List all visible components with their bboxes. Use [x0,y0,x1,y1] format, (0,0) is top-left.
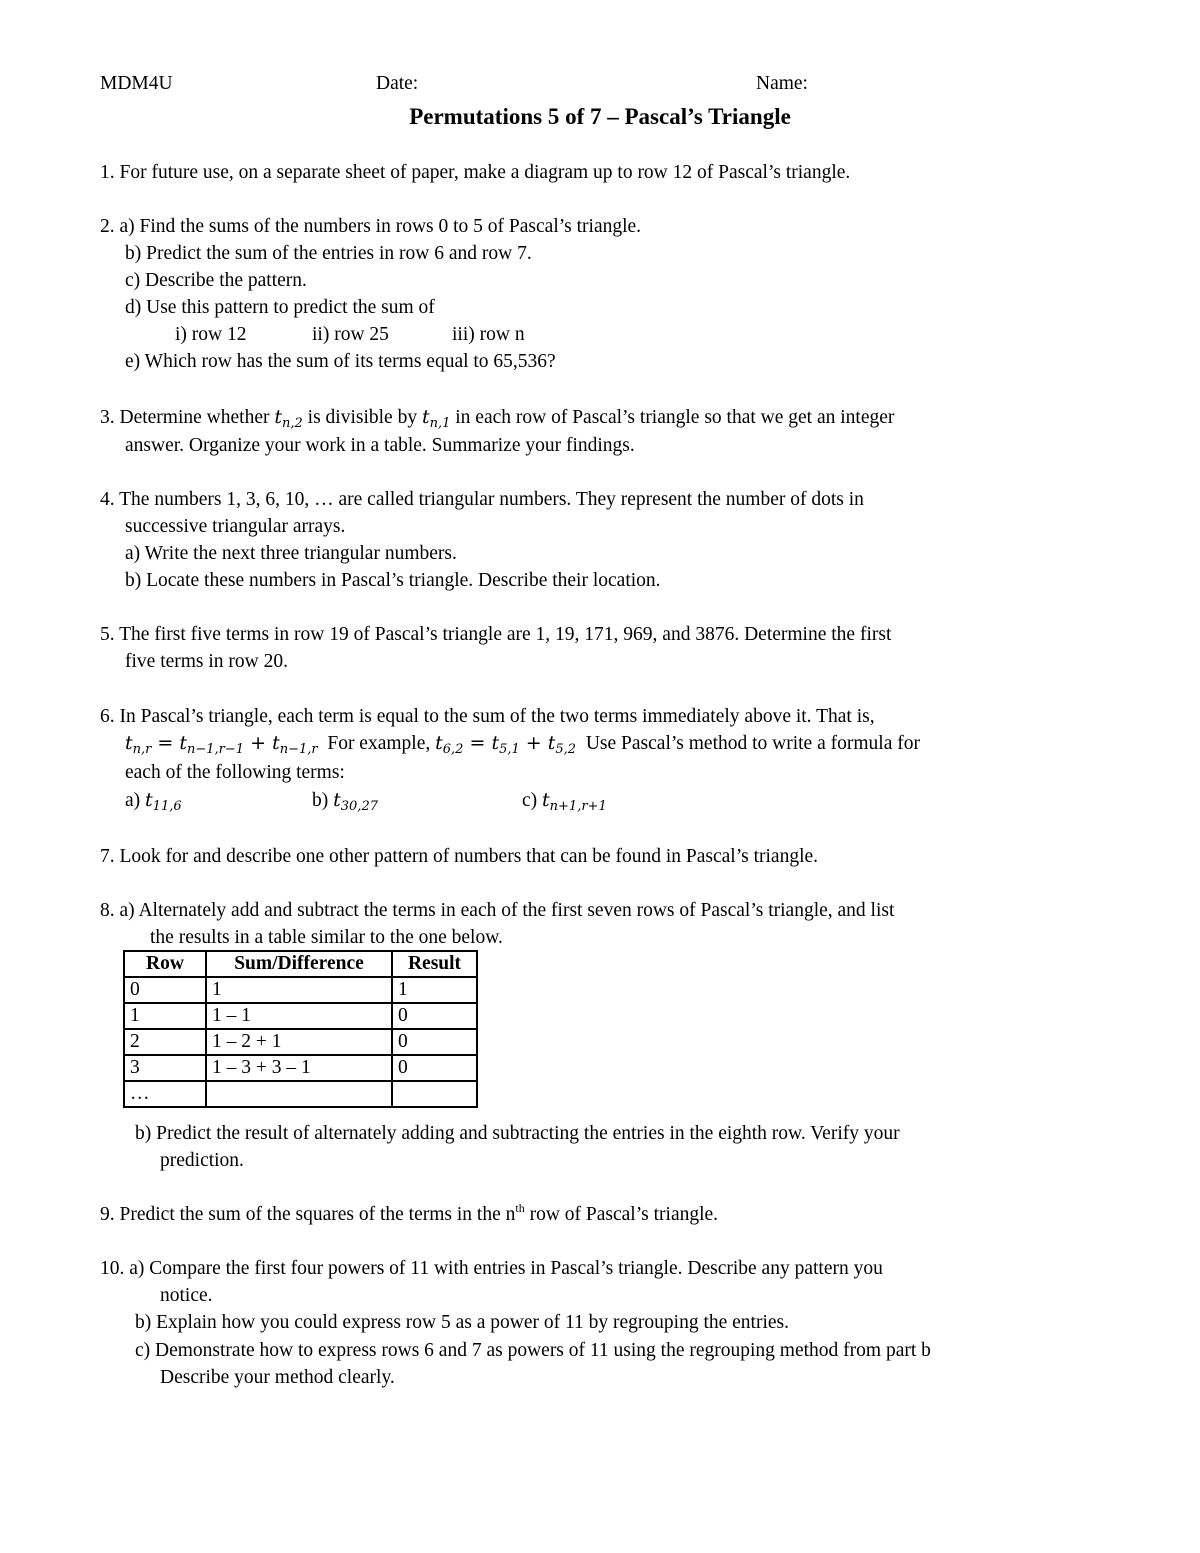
term-subscript: n−1,r [279,742,318,757]
question-6c [522,787,607,814]
table-row [124,977,477,1003]
table-row [124,1003,477,1029]
term-symbol: t [421,406,430,428]
question-4-line1: 4. The numbers 1, 3, 6, 10, … are called triangular numbers. They represent the number of dots in [100,489,864,510]
term-subscript: n,r [132,742,152,757]
question-6-line3: each of the following terms: [125,762,345,783]
question-6-line2-end: Use Pascal’s method to write a formula for [585,733,920,754]
page-title: Permutations 5 of 7 – Pascal’s Triangle [409,104,791,129]
recurrence-formula [125,732,318,757]
table-row [124,1081,477,1107]
table-cell: … [124,1081,206,1107]
term-symbol: t [145,789,153,811]
term-symbol: t [333,789,341,811]
question-3-text-c: in each row of Pascal’s triangle so that we get an integer [455,407,895,428]
plus-sign: + [244,732,273,754]
question-9-text-a: 9. Predict the sum of the squares of the terms in the n [100,1204,516,1225]
term-subscript: 6,2 [442,742,464,757]
question-5-line1: 5. The first five terms in row 19 of Pascal’s triangle are 1, 19, 171, 969, and 3876. Determine the first [100,624,892,645]
question-10c-line2: Describe your method clearly. [160,1367,395,1388]
question-3-line2: answer. Organize your work in a table. Summarize your findings. [125,435,635,456]
table-cell: 2 [124,1029,206,1055]
table-cell: 1 [392,977,477,1003]
table-cell: 0 [124,977,206,1003]
table-row [124,1055,477,1081]
question-4-line2: successive triangular arrays. [125,516,346,537]
header-row [100,70,1100,98]
question-2e: e) Which row has the sum of its terms equal to 65,536? [125,351,556,372]
equals-sign: = [151,732,180,754]
question-8a-line2: the results in a table similar to the one below. [150,927,503,948]
term-subscript: 5,2 [555,742,577,757]
table-cell: 1 [206,977,392,1003]
superscript-th: th [515,1201,525,1215]
name-label: Name: [756,73,808,94]
question-3-line1 [100,404,894,431]
question-2d-iii: iii) row n [452,324,525,345]
question-2d-i: i) row 12 [175,324,247,345]
question-6a [125,787,182,814]
table-header-cell: Sum/Difference [206,951,392,977]
table-cell: 3 [124,1055,206,1081]
part-label: b) [312,790,329,811]
question-7: 7. Look for and describe one other pattern of numbers that can be found in Pascal’s triangle. [100,846,819,867]
table-cell: 1 [124,1003,206,1029]
term-t-30-27 [333,789,378,814]
date-label: Date: [376,73,419,94]
question-6-formula-line [125,730,920,757]
term-subscript: n+1,r+1 [549,799,607,814]
term-symbol: t [542,789,550,811]
term-symbol: t [435,732,443,754]
question-8b-line1: b) Predict the result of alternately adding and subtracting the entries in the eighth row. Verify your [135,1123,900,1144]
table-cell: 1 – 2 + 1 [206,1029,392,1055]
part-label: c) [522,790,538,811]
term-subscript: 11,6 [152,799,182,814]
question-6-line1: 6. In Pascal’s triangle, each term is equal to the sum of the two terms immediately above it. That is, [100,706,875,727]
table-cell: 0 [392,1029,477,1055]
question-8b-line2: prediction. [160,1150,244,1171]
question-10b: b) Explain how you could express row 5 as a power of 11 by regrouping the entries. [135,1312,789,1333]
table-header-cell: Result [392,951,477,977]
question-10c-line1: c) Demonstrate how to express rows 6 and 7 as powers of 11 using the regrouping method from part b [135,1340,931,1361]
term-symbol: t [274,406,282,428]
table-cell [392,1081,477,1107]
question-6b [312,787,378,814]
table-cell [206,1081,392,1107]
term-symbol: t [491,732,500,754]
table-cell: 1 – 1 [206,1003,392,1029]
term-symbol: t [179,732,188,754]
question-3-text-a: 3. Determine whether [100,407,270,428]
table-row [124,1029,477,1055]
question-9-text-b: row of Pascal’s triangle. [524,1204,719,1225]
term-subscript: 30,27 [340,799,378,814]
question-2a: 2. a) Find the sums of the numbers in rows 0 to 5 of Pascal’s triangle. [100,216,642,237]
alternating-sum-table [123,950,478,1108]
term-symbol: t [547,732,556,754]
table-cell: 1 – 3 + 3 – 1 [206,1055,392,1081]
question-8a-line1: 8. a) Alternately add and subtract the terms in each of the first seven rows of Pascal’s triangle, and list [100,900,895,921]
term-subscript: 5,1 [499,742,520,757]
question-2b: b) Predict the sum of the entries in row 6 and row 7. [125,243,532,264]
term-t-n1-r1 [542,789,607,814]
table-header-row [124,951,477,977]
term-t-n1 [421,406,451,431]
term-subscript: n,1 [429,416,451,431]
question-1: 1. For future use, on a separate sheet of paper, make a diagram up to row 12 of Pascal’s triangle. [100,162,851,183]
question-4a: a) Write the next three triangular numbers. [125,543,457,564]
question-10a-line1: 10. a) Compare the first four powers of 11 with entries in Pascal’s triangle. Describe any pattern you [100,1258,883,1279]
question-4b: b) Locate these numbers in Pascal’s triangle. Describe their location. [125,570,661,591]
question-3-text-b: is divisible by [307,407,418,428]
question-2d-ii: ii) row 25 [312,324,389,345]
term-t-n2 [274,406,303,431]
term-subscript: n,2 [282,416,303,431]
table-header-cell: Row [124,951,206,977]
part-label: a) [125,790,141,811]
course-code: MDM4U [100,73,173,94]
term-symbol: t [125,732,133,754]
question-2d: d) Use this pattern to predict the sum of [125,297,435,318]
table-cell: 0 [392,1003,477,1029]
question-9 [100,1201,718,1228]
question-5-line2: five terms in row 20. [125,651,289,672]
term-t-11-6 [145,789,182,814]
question-2c: c) Describe the pattern. [125,270,307,291]
example-formula [435,732,577,757]
equals-sign: = [463,732,492,754]
table-cell: 0 [392,1055,477,1081]
example-label: For example, [327,733,431,754]
question-10a-line2: notice. [160,1285,213,1306]
term-subscript: n−1,r−1 [187,742,245,757]
plus-sign: + [519,732,548,754]
term-symbol: t [272,732,280,754]
